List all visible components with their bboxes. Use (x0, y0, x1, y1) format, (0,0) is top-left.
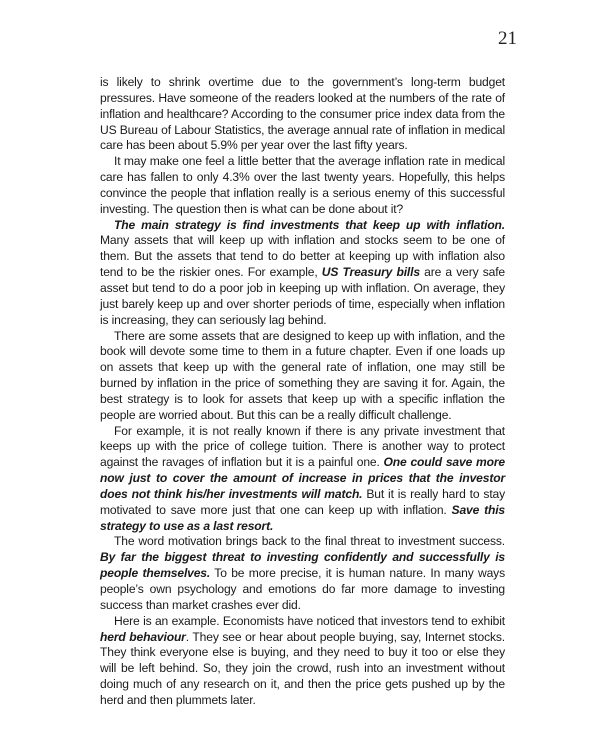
paragraph-text: The word motivation brings back to the final threat to investment success. (114, 534, 505, 549)
paragraph (100, 614, 505, 709)
emphasized-text: By far the biggest threat to investing confidently and successfully is people themselves. (100, 550, 505, 581)
paragraph (100, 329, 505, 424)
paragraph-text: It may make one feel a little better that the average inflation rate in medical care has fallen to only 4.3% over the last twenty years. Hopefully, this helps convince the people that inflation really is a serious enemy of this successful investing. The question then is what can be done about it? (100, 154, 505, 216)
paragraph (100, 534, 505, 613)
emphasized-text: US Treasury bills (321, 265, 420, 280)
body-text (100, 75, 505, 709)
paragraph-text: But it is really hard to stay motivated to save more just that one can keep up with inflation. (100, 486, 506, 517)
paragraph-text: is likely to shrink overtime due to the government’s long-term budget pressures. Have someone of the readers looked at the numbers of the rate of inflation and healthcare? According to the consumer price index data from the US Bureau of Labour Statistics, the average annual rate of inflation in medical care has been about 5.9% per year over the last fifty years. (100, 75, 505, 153)
paragraph-text: Many assets that will keep up with inflation and stocks seem to be one of them. But the assets that tend to do better at keeping up with inflation also tend to be the riskier ones. For example, (100, 233, 505, 280)
paragraph (100, 424, 505, 535)
emphasized-text: The main strategy is find investments that keep up with inflation. (114, 217, 505, 232)
paragraph-text: . They see or hear about people buying, say, Internet stocks. They think everyone else is buying, and they need to buy it too or else they will be left behind. So, they join the crowd, rush into an investment without doing much of any research on it, and then the price gets pushed up by the herd and then plummets later. (100, 629, 505, 707)
emphasized-text: herd behaviour (100, 629, 186, 644)
paragraph (100, 218, 505, 329)
paragraph (100, 154, 505, 217)
emphasized-text: One could save more now just to cover the amount of increase in prices that the investor does not think his/her investments will match. (100, 455, 505, 501)
paragraph-text: To be more precise, it is human nature. In many ways people’s own psychology and emotions do far more damage to investing success than market crashes ever did. (100, 566, 505, 612)
paragraph (100, 75, 505, 154)
emphasized-text: Save this strategy to use as a last resort. (100, 502, 505, 533)
paragraph-text: Here is an example. Economists have noticed that investors tend to exhibit (114, 613, 505, 628)
paragraph-text: For example, it is not really known if there is any private investment that keeps up with the price of college tuition. There is another way to protect against the ravages of inflation but it is a painful one. (100, 423, 505, 470)
page-number: 21 (498, 28, 517, 49)
paragraph-text: are a very safe asset but tend to do a poor job in keeping up with inflation. On average, they just barely keep up and over shorter periods of time, especially when inflation is increasing, they can seriously lag behind. (100, 265, 505, 327)
paragraph-text: There are some assets that are designed to keep up with inflation, and the book will devote some time to them in a future chapter. Even if one loads up on assets that keep up with the general rate of inflation, one may still be burned by inflation in the price of something they are saving it for. Again, the best strategy is to look for assets that keep up with a specific inflation the people are worried about. But this can be a really difficult challenge. (100, 328, 505, 422)
